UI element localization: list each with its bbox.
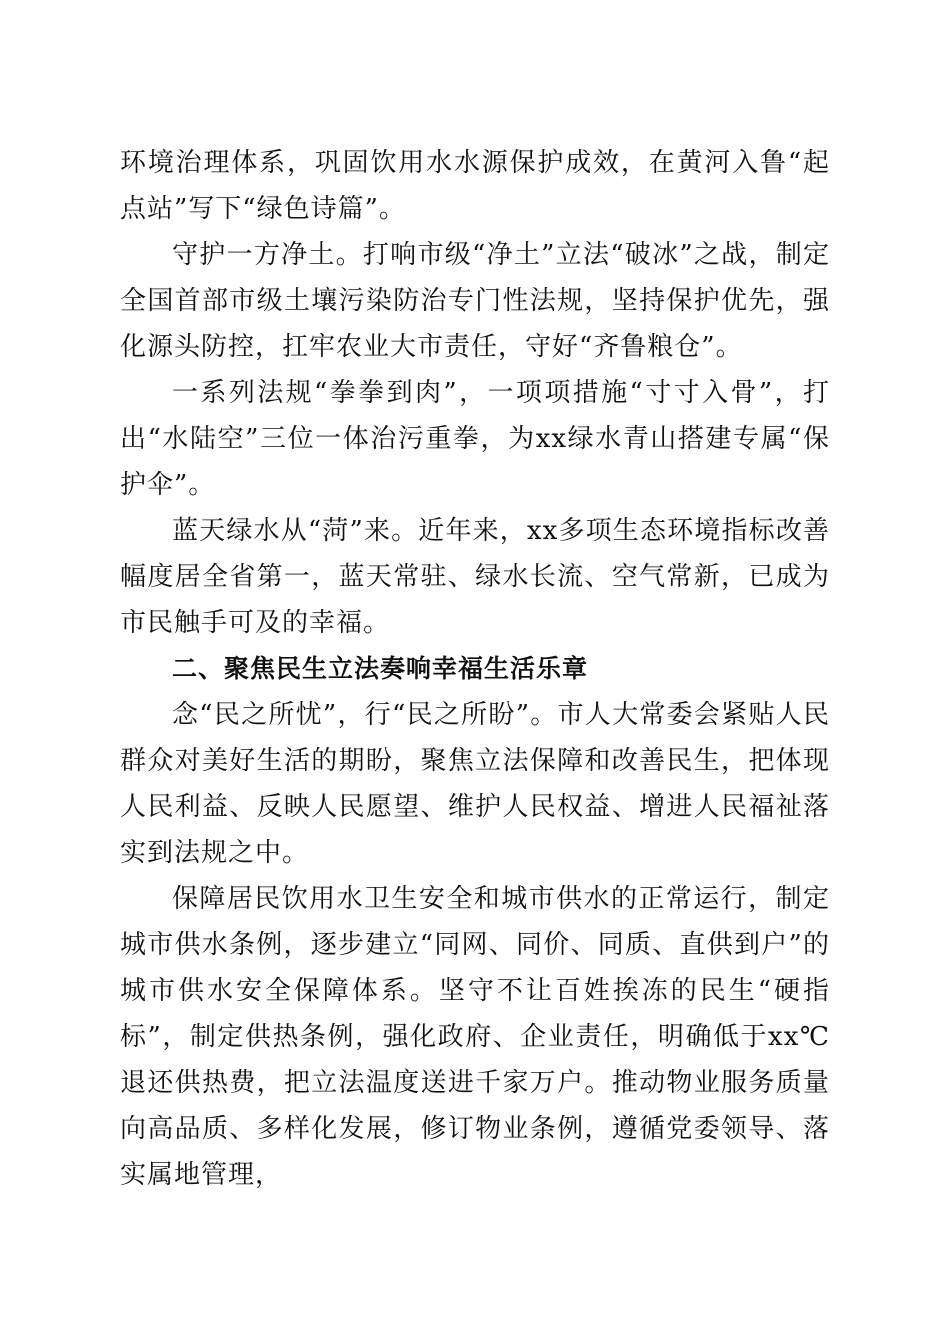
document-body bbox=[120, 140, 830, 1198]
paragraph-people-concerns: 念“民之所忧”，行“民之所盼”。市人大常委会紧贴人民群众对美好生活的期盼，聚焦立法保障和改善民生，把体现人民利益、反映人民愿望、维护人民权益、增进人民福祉落实到法规之中。 bbox=[120, 700, 830, 868]
paragraph-clean-soil: 守护一方净土。打响市级“净土”立法“破冰”之战，制定全国首部市级土壤污染防治专门性法规，坚持保护优先，强化源头防控，扛牢农业大市责任，守好“齐鲁粮仓”。 bbox=[120, 240, 830, 362]
paragraph-water-heating: 保障居民饮用水卫生安全和城市供水的正常运行，制定城市供水条例，逐步建立“同网、同价、同质、直供到户”的城市供水安全保障体系。坚守不让百姓挨冻的民生“硬指标”，制定供热条例，强化政府、企业责任，明确低于xx℃退还供热费，把立法温度送进千家万户。推动物业服务质量向高品质、多样化发展，修订物业条例，遵循党委领导、落实属地管理， bbox=[120, 884, 830, 1190]
paragraph-continuation: 环境治理体系，巩固饮用水水源保护成效，在黄河入鲁“起点站”写下“绿色诗篇”。 bbox=[120, 148, 830, 224]
paragraph-blue-sky: 蓝天绿水从“菏”来。近年来，xx多项生态环境指标改善幅度居全省第一，蓝天常驻、绿水长流、空气常新，已成为市民触手可及的幸福。 bbox=[120, 516, 830, 638]
paragraph-regulations: 一系列法规“拳拳到肉”，一项项措施“寸寸入骨”，打出“水陆空”三位一体治污重拳，为xx绿水青山搭建专属“保护伞”。 bbox=[120, 378, 830, 500]
section-heading: 二、聚焦民生立法奏响幸福生活乐章 bbox=[172, 654, 589, 683]
